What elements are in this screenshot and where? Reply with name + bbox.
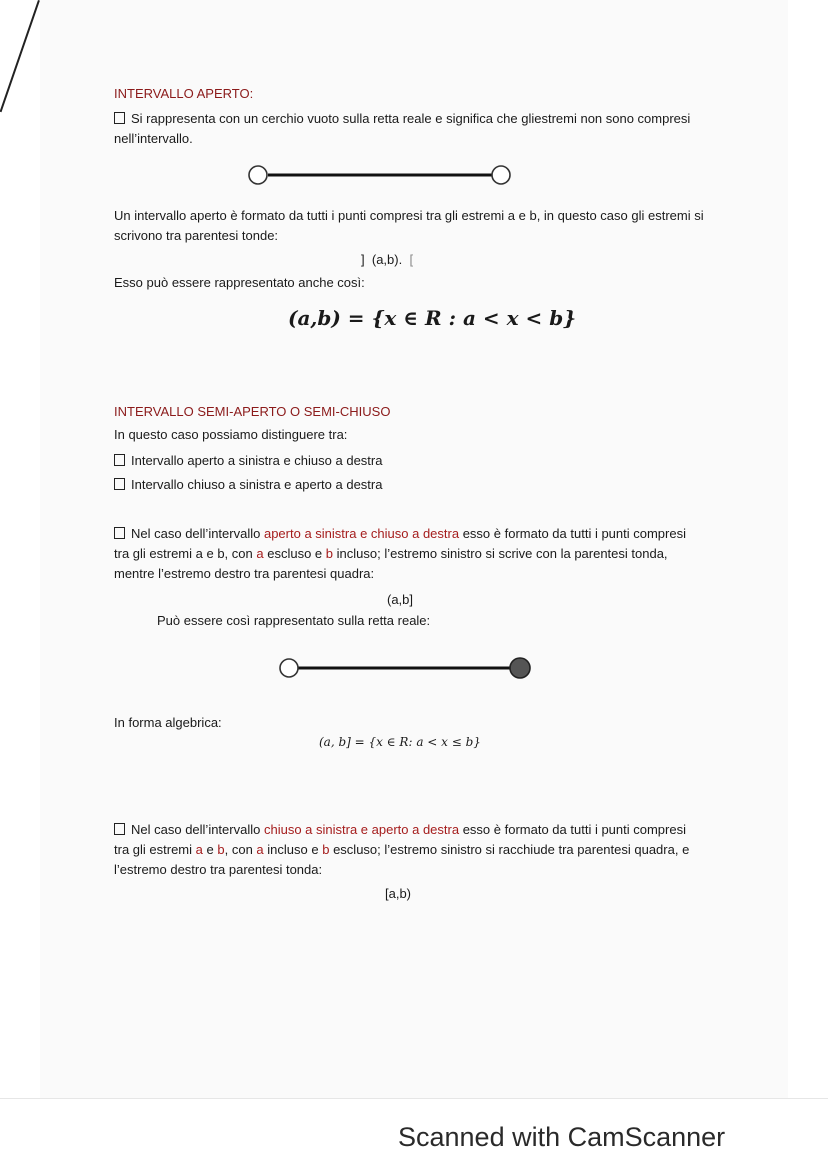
case2-b2: b (322, 842, 330, 857)
page-edge (0, 1098, 828, 1099)
open-endpoint-left (280, 659, 298, 677)
checkbox-icon (114, 527, 125, 539)
heading-open-interval: INTERVALLO APERTO: (114, 86, 254, 101)
camscanner-watermark: Scanned with CamScanner (398, 1122, 726, 1152)
bracket-left: ] (361, 252, 365, 267)
case1-post: incluso; l’estremo sinistro si scrive con la parentesi tonda, mentre l’estremo destro tra parentesi quadra: (114, 546, 668, 581)
case2-post: escluso; l’estremo sinistro si racchiude tra parentesi quadra, e l’estremo destro tra parentesi tonda: (114, 842, 690, 877)
case1-mid: esso è formato da tutti i punti compresi tra gli estremi a e b, con (114, 526, 686, 561)
option-text: Intervallo aperto a sinistra e chiuso a destra (131, 453, 383, 468)
case2-a: a (195, 842, 203, 857)
case2-a2: a (256, 842, 264, 857)
open-interval-bullet (114, 109, 704, 149)
case2-b: b (217, 842, 225, 857)
open-endpoint-right (492, 166, 510, 184)
option-2 (114, 475, 704, 495)
option-text: Intervallo chiuso a sinistra e aperto a destra (131, 477, 383, 492)
open-notation: (a,b). (371, 252, 403, 267)
case2-e: e (206, 842, 214, 857)
case1-represent: Può essere così rappresentato sulla retta reale: (157, 613, 431, 628)
open-interval-text: Un intervallo aperto è formato da tutti i punti compresi tra gli estremi a e b, in questo caso gli estremi si scrivono tra parentesi tonde: (114, 208, 704, 243)
case1-notation: (a,b] (387, 592, 414, 607)
case1-formula: (a, b] = {x ∈ R: a < x ≤ b} (319, 735, 481, 749)
case1-paragraph (114, 524, 704, 584)
case2-highlight: chiuso a sinistra e aperto a destra (263, 822, 460, 837)
half-open-number-line (0, 648, 828, 688)
heading-half-open: INTERVALLO SEMI-APERTO O SEMI-CHIUSO (114, 404, 391, 419)
case2-notation: [a,b) (385, 886, 412, 901)
case1-algebraic-label: In forma algebrica: (114, 715, 222, 730)
case1-a: a (256, 546, 264, 561)
open-interval-also: Esso può essere rappresentato anche così: (114, 275, 365, 290)
open-interval-formula: (a,b) = {x ∈ R : a < x < b} (288, 306, 577, 330)
case2-mid2: , con (224, 842, 253, 857)
checkbox-icon (114, 112, 125, 124)
closed-endpoint-right (510, 658, 530, 678)
checkbox-icon (114, 478, 125, 490)
checkbox-icon (114, 823, 125, 835)
case2-pre: Nel caso dell’intervallo (131, 822, 261, 837)
open-endpoint-left (249, 166, 267, 184)
case1-b: b (325, 546, 333, 561)
pen-stroke (0, 0, 40, 112)
case2-incluso: incluso e (267, 842, 319, 857)
open-interval-number-line (0, 155, 828, 195)
case2-mid: esso è formato da tutti i punti compresi tra gli estremi (114, 822, 686, 857)
case1-pre: Nel caso dell’intervallo (131, 526, 261, 541)
checkbox-icon (114, 454, 125, 466)
open-notation-line (361, 252, 413, 267)
case1-escluso: escluso e (267, 546, 323, 561)
bracket-right: [ (409, 252, 414, 267)
case2-paragraph (114, 820, 704, 880)
half-open-intro: In questo caso possiamo distinguere tra: (114, 427, 348, 442)
case1-highlight: aperto a sinistra e chiuso a destra (263, 526, 460, 541)
bullet-text: Si rappresenta con un cerchio vuoto sulla retta reale e significa che gliestremi non sono compresi nell’intervallo. (114, 111, 691, 146)
option-1 (114, 451, 704, 471)
